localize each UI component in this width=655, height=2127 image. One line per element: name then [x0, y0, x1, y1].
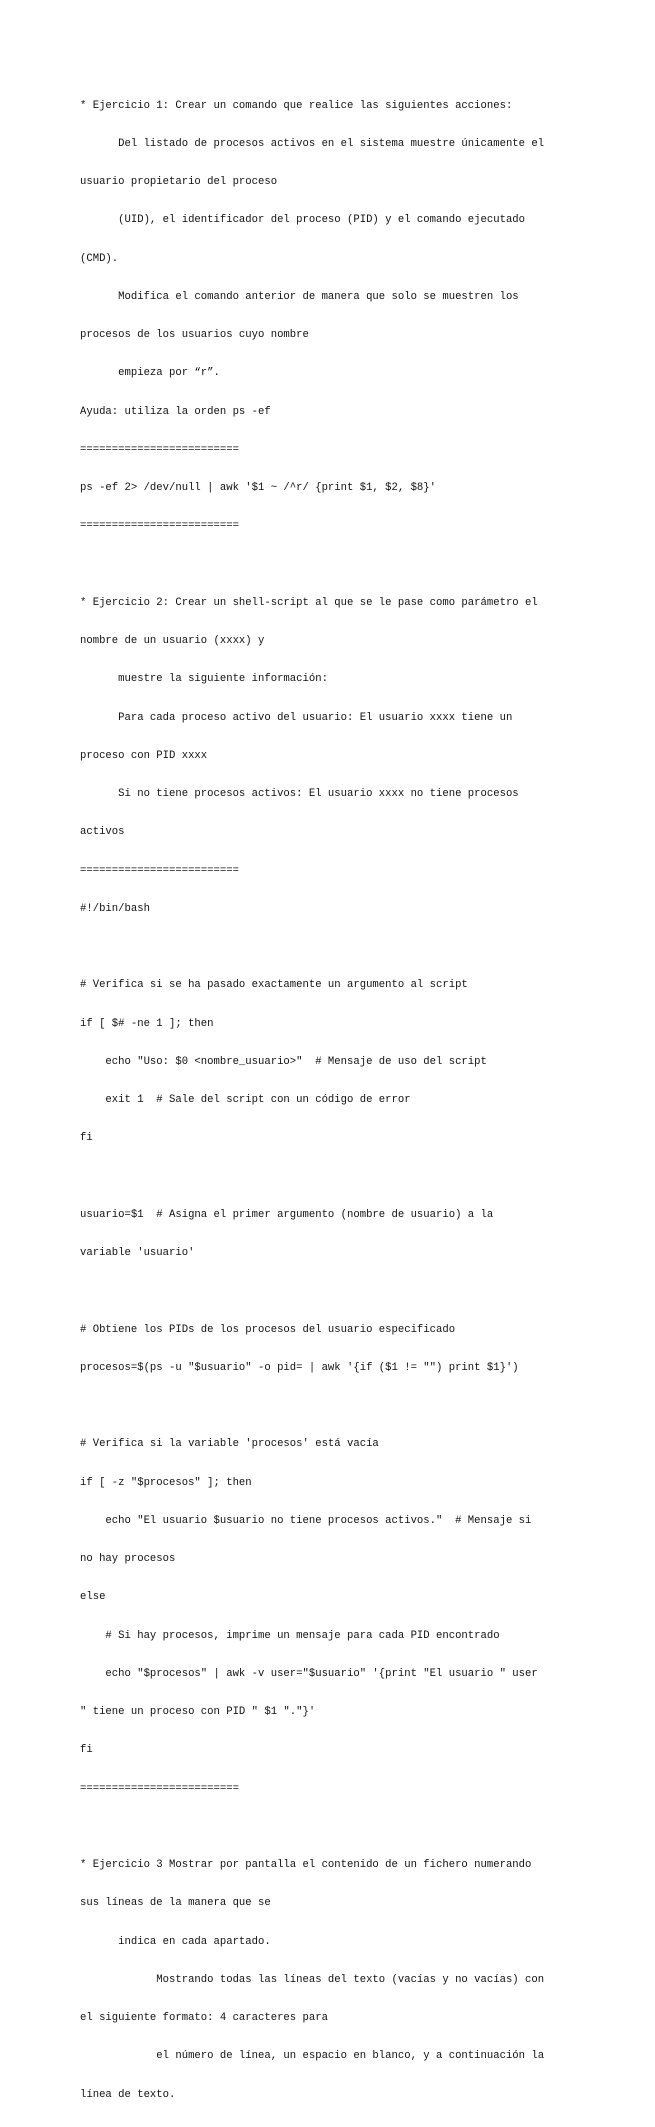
- code-line: procesos=$(ps -u "$usuario" -o pid= | awk '{if ($1 != "") print $1}'): [80, 1361, 519, 1374]
- text-line: (UID), el identificador del proceso (PID) y el comando ejecutado: [80, 214, 526, 227]
- text-line: * Ejercicio 1: Crear un comando que realice las siguientes acciones:: [80, 99, 513, 112]
- code-line: # Obtiene los PIDs de los procesos del usuario especificado: [80, 1323, 456, 1336]
- text-line: usuario propietario del proceso: [80, 176, 278, 188]
- code-line: " tiene un proceso con PID " $1 "."}': [80, 1706, 316, 1718]
- text-line: indica en cada apartado.: [80, 1935, 271, 1948]
- text-line: muestre la siguiente información:: [80, 673, 328, 686]
- blank-line: [80, 1821, 650, 1834]
- code-line: if [ -z "$procesos" ]; then: [80, 1476, 252, 1489]
- blank-line: [80, 1400, 650, 1413]
- separator-line: =========================: [80, 443, 239, 456]
- separator-line: =========================: [80, 1782, 239, 1795]
- code-line: ps -ef 2> /dev/null | awk '$1 ~ /^r/ {print $1, $2, $8}': [80, 482, 437, 494]
- code-line: variable 'usuario': [80, 1247, 195, 1259]
- code-line: exit 1 # Sale del script con un código de error: [80, 1094, 411, 1106]
- code-line: # Verifica si la variable 'procesos' está vacía: [80, 1438, 379, 1451]
- code-line: # Verifica si se ha pasado exactamente un argumento al script: [80, 979, 468, 992]
- text-line: (CMD).: [80, 252, 119, 265]
- separator-line: =========================: [80, 520, 239, 533]
- blank-line: [80, 1285, 650, 1298]
- code-line: # Si hay procesos, imprime un mensaje para cada PID encontrado: [80, 1629, 500, 1642]
- text-line: proceso con PID xxxx: [80, 749, 208, 762]
- text-line: Ayuda: utiliza la orden ps -ef: [80, 405, 271, 418]
- blank-line: [80, 941, 650, 954]
- text-line: Si no tiene procesos activos: El usuario xxxx no tiene procesos: [80, 788, 519, 800]
- code-line: echo "Uso: $0 <nombre_usuario>" # Mensaje de uso del script: [80, 1055, 487, 1068]
- code-line: usuario=$1 # Asigna el primer argumento (nombre de usuario) a la: [80, 1208, 494, 1221]
- code-line: echo "$procesos" | awk -v user="$usuario" '{print "El usuario " user: [80, 1667, 538, 1680]
- document-text: [80, 74, 650, 2127]
- code-line: fi: [80, 1744, 93, 1757]
- text-line: línea de texto.: [80, 2088, 176, 2101]
- text-line: empieza por “r”.: [80, 367, 220, 380]
- text-line: el número de línea, un espacio en blanco, y a continuación la: [80, 2050, 545, 2063]
- text-line: Mostrando todas las líneas del texto (vacías y no vacías) con: [80, 1973, 545, 1986]
- blank-line: [80, 559, 650, 572]
- text-line: sus líneas de la manera que se: [80, 1897, 271, 1910]
- text-line: procesos de los usuarios cuyo nombre: [80, 329, 309, 341]
- text-line: * Ejercicio 2: Crear un shell-script al que se le pase como parámetro el: [80, 596, 538, 609]
- code-line: fi: [80, 1132, 93, 1145]
- text-line: el siguiente formato: 4 caracteres para: [80, 2012, 328, 2024]
- text-line: nombre de un usuario (xxxx) y: [80, 635, 265, 647]
- text-line: * Ejercicio 3 Mostrar por pantalla el contenido de un fichero numerando: [80, 1859, 532, 1871]
- code-line: #!/bin/bash: [80, 902, 150, 915]
- blank-line: [80, 1171, 650, 1184]
- text-line: Del listado de procesos activos en el sistema muestre únicamente el: [80, 137, 545, 150]
- code-line: if [ $# -ne 1 ]; then: [80, 1017, 214, 1030]
- code-line: echo "El usuario $usuario no tiene procesos activos." # Mensaje si: [80, 1514, 532, 1527]
- text-line: activos: [80, 826, 125, 839]
- text-line: Modifica el comando anterior de manera que solo se muestren los: [80, 290, 519, 303]
- text-line: Para cada proceso activo del usuario: El usuario xxxx tiene un: [80, 711, 513, 724]
- separator-line: =========================: [80, 864, 239, 877]
- code-line: else: [80, 1591, 106, 1604]
- code-line: no hay procesos: [80, 1553, 176, 1565]
